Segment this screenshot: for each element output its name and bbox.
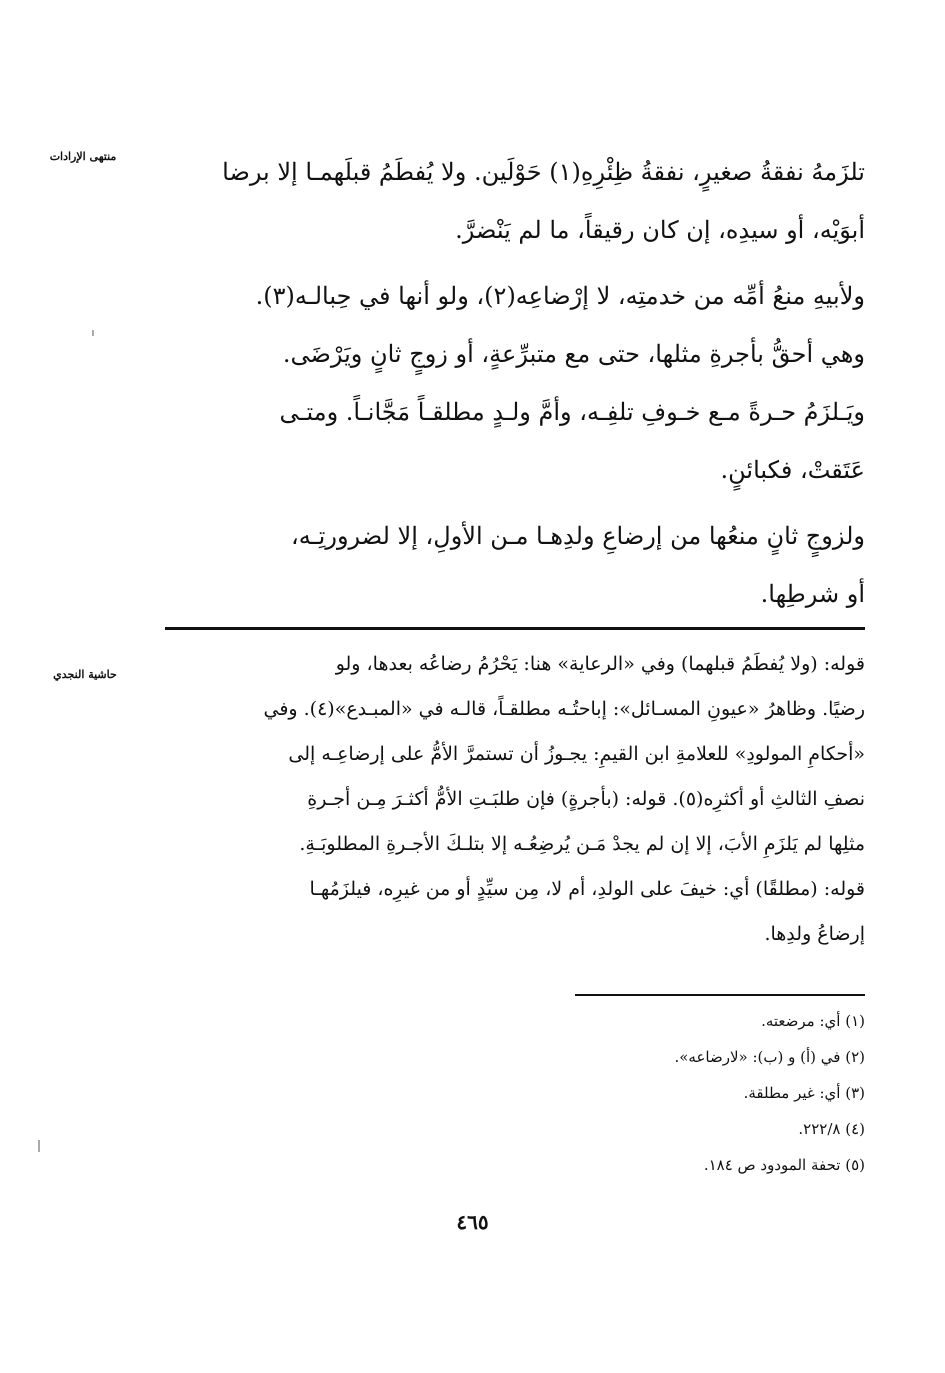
scan-mark <box>38 1140 40 1152</box>
gloss-line: قوله: (مطلقًا) أي: خيفَ على الولدِ، أم لا، مِن سيِّدٍ أو من غيرِه، فيلزَمُهـا <box>309 878 865 900</box>
main-text-line: عَتَقتْ، فكبائنٍ. <box>720 456 865 484</box>
main-text-block <box>160 143 865 623</box>
footnotes-block <box>560 1003 865 1183</box>
main-text-line: أو شرطِها. <box>760 580 865 608</box>
main-text-line: وهي أحقُّ بأجرةِ مثلها، حتى مع متبرِّعةٍ، أو زوجٍ ثانٍ ويَرْضَى. <box>282 340 865 368</box>
footnote: (٢) في (أ) و (ب): «لارضاعه». <box>674 1048 865 1066</box>
gloss-line: مثلِها لم يَلزَمِ الأبَ، إلا إن لم يجدْ مَـن يُرضِعُـه إلا بتلـكَ الأجـرةِ المطلوبَـةِ. <box>299 833 865 855</box>
margin-label-gloss: حاشية النجدي <box>53 668 117 681</box>
footnote-divider <box>575 994 865 996</box>
footnote: (١) أي: مرضعته. <box>761 1012 865 1030</box>
margin-label-main-text: منتهى الإرادات <box>49 150 117 163</box>
main-text-line: ولزوجٍ ثانٍ منعُها من إرضاعِ ولدِهـا مـن الأولِ، إلا لضرورتِـه، <box>291 522 865 550</box>
main-text-line: أبوَيْه، أو سيدِه، إن كان رقيقاً، ما لم يَنْضرَّ. <box>455 216 865 244</box>
main-text-line: ويَـلزَمُ حـرةً مـع خـوفِ تلفِـه، وأمَّ ولـدٍ مطلقـاً مَجَّانـاً. ومتـى <box>279 398 865 426</box>
gloss-line: نصفِ الثالثِ أو أكثرِه(٥). قوله: (بأجرةٍ) فإن طلبَـتِ الأمُّ أكثـرَ مِـن أجـرةِ <box>307 788 865 810</box>
main-text-line: تلزَمهُ نفقةُ صغيرٍ، نفقةُ ظِئْرِهِ(١) حَوْلَين. ولا يُفطَمُ قبلَهمـا إلا برضا <box>222 158 865 186</box>
gloss-commentary-block <box>160 642 865 957</box>
gloss-line: قوله: (ولا يُفطَمُ قبلهما) وفي «الرعاية» هنا: يَحْرُمُ رضاعُه بعدها، ولو <box>335 653 865 675</box>
footnote: (٣) أي: غير مطلقة. <box>743 1084 865 1102</box>
page-number: ٤٦٥ <box>456 1210 489 1234</box>
scan-mark <box>92 330 94 336</box>
gloss-line: «أحكامِ المولودِ» للعلامةِ ابن القيمِ: يجـوزُ أن تستمرَّ الأمُّ على إرضاعِـه إلى <box>288 743 865 765</box>
footnote: (٥) تحفة المودود ص ١٨٤. <box>703 1156 865 1174</box>
main-text-line: ولأبيهِ منعُ أمِّه من خدمتِه، لا إرْضاعِه(٢)، ولو أنها في حِبالـه(٣). <box>255 282 865 310</box>
gloss-line: رضيًا. وظاهرُ «عيونِ المسـائل»: إباحتُـه مطلقـاً، قالـه في «المبـدع»(٤). وفي <box>263 698 865 720</box>
footnote: (٤) ٢٢٢/٨. <box>798 1120 865 1138</box>
gloss-line: إرضاعُ ولدِها. <box>764 923 865 945</box>
section-divider <box>165 627 865 630</box>
